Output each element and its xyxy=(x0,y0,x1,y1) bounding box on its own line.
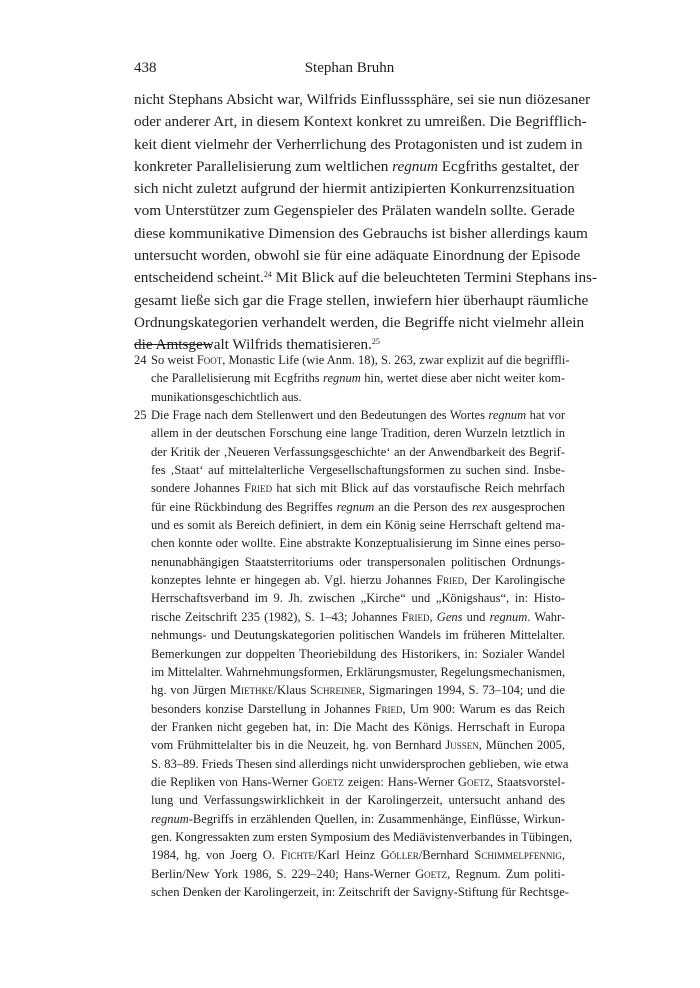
body-line: die Amtsgewalt Wilfrids thematisieren.$^{25}$ xyxy=(134,336,380,354)
footnote-24 xyxy=(134,351,570,406)
footnote-line xyxy=(134,461,565,479)
footnote-line xyxy=(134,663,565,681)
footnote-text: der Franken nicht gegeben hat, in: Die Macht des Königs. Herrschaft in Europa xyxy=(151,719,565,734)
footnote-text: und es somit als Bereich definiert, in dem ein König seine Herrschaft geltend ma- xyxy=(151,518,565,533)
body-line: konkreter Parallelisierung zum weltlichen regnum Ecgfriths gestaltet, der xyxy=(134,157,579,175)
footnote-text: die Repliken von Hans-Werner Goetz zeigen: Hans-Werner Goetz, Staatsvorstel- xyxy=(151,774,565,789)
footnote-line xyxy=(134,498,565,516)
footnote-line xyxy=(134,626,565,644)
footnote-line xyxy=(134,791,565,809)
body-line: nicht Stephans Absicht war, Wilfrids Einflusssphäre, sei sie nun diözesaner xyxy=(134,91,591,108)
footnote-line xyxy=(134,681,565,699)
page-number: 438 xyxy=(134,60,157,76)
footnote-text: hg. von Jürgen Miethke/Klaus Schreiner, Sigmaringen 1994, S. 73–104; und die xyxy=(151,683,566,698)
footnote-separator xyxy=(134,344,212,345)
footnote-line xyxy=(134,718,565,736)
body-line: keit dient vielmehr der Verherrlichung des Protagonisten und ist zudem in xyxy=(134,135,583,153)
footnote-text: allem in der deutschen Forschung eine lange Tradition, deren Wurzeln letztlich in xyxy=(151,426,565,441)
running-head: Stephan Bruhn xyxy=(304,60,395,76)
footnote-line xyxy=(134,589,565,607)
footnote-text: vom Frühmittelalter bis in die Neuzeit, hg. von Bernhard Jussen, München 2005, xyxy=(151,738,565,753)
footnote-line xyxy=(134,443,565,461)
footnote-line xyxy=(134,773,565,791)
footnote-line xyxy=(134,553,565,571)
footnote-text: che Parallelisierung mit Ecgfriths regnum hin, wertet diese aber nicht weiter kom- xyxy=(151,371,565,386)
footnote-text: nehmungs- und Deutungskategorien politischen Wandels im früheren Mittelalter. xyxy=(151,628,565,643)
footnote-line xyxy=(134,828,573,846)
body-line: entscheidend scheint.$^{24}$ Mit Blick auf die beleuchteten Termini Stephans ins- xyxy=(134,269,598,287)
footnote-line xyxy=(134,755,569,773)
body-line: oder anderer Art, in diesem Kontext konkret zu umreißen. Die Begrifflich- xyxy=(134,113,587,131)
footnote-line xyxy=(134,810,565,828)
footnote-25 xyxy=(134,406,573,901)
body-line: Ordnungskategorien verhandelt werden, die Begriffe nicht vielmehr allein xyxy=(134,313,585,331)
footnote-text: So weist Foot, Monastic Life (wie Anm. 18), S. 263, zwar explizit auf die begriffli- xyxy=(151,353,570,367)
footnote-text: rische Zeitschrift 235 (1982), S. 1–43; Johannes Fried, Gens und regnum. Wahr- xyxy=(151,609,566,624)
footnote-line xyxy=(134,883,569,901)
footnote-text: regnum-Begriffs in erzählenden Quellen, in: Zusammenhänge, Einflüsse, Wirkun- xyxy=(151,811,565,826)
footnote-number: 24 xyxy=(134,353,147,367)
footnote-line xyxy=(134,369,565,387)
footnote-line xyxy=(134,865,565,883)
footnote-line xyxy=(134,700,565,718)
body-line: vom Unterstützer zum Gegenspieler des Prälaten wandeln sollte. Gerade xyxy=(134,202,575,220)
footnote-text: Herrschaftsverband im 9. Jh. zwischen „Kirche“ und „Königshaus“, in: Histo- xyxy=(151,591,565,606)
footnote-text: nenunabhängigen Staatsterritoriums oder transpersonalen politischen Ordnungs- xyxy=(151,554,565,569)
footnote-line xyxy=(134,406,565,424)
footnote-text: munikationsgeschichtlich aus. xyxy=(151,389,302,404)
footnote-line xyxy=(134,571,565,589)
body-line: sich nicht zuletzt aufgrund der hiermit antizipierten Konkurrenzsituation xyxy=(134,180,575,198)
footnote-number: 25 xyxy=(134,408,147,423)
footnote-text: für eine Rückbindung des Begriffes regnum an die Person des rex ausgesprochen xyxy=(151,499,565,514)
footnote-line xyxy=(134,534,565,552)
footnote-line xyxy=(134,736,565,754)
footnote-text: gen. Kongressakten zum ersten Symposium des Mediävistenverbandes in Tübingen, xyxy=(151,829,573,844)
body-line: untersucht worden, obwohl sie für eine adäquate Einordnung der Episode xyxy=(134,247,581,265)
footnote-text: 1984, hg. von Joerg O. Fichte/Karl Heinz Göller/Bernhard Schimmelpfennig, xyxy=(151,848,565,863)
footnote-line xyxy=(134,645,565,663)
footnote-text: Die Frage nach dem Stellenwert und den Bedeutungen des Wortes regnum hat vor xyxy=(151,408,566,423)
footnote-text: Bemerkungen zur doppelten Theoriebildung des Historikers, in: Sozialer Wandel xyxy=(151,646,565,661)
body-line: diese kommunikative Dimension des Gebrauchs ist bisher allerdings kaum xyxy=(134,224,588,242)
footnotes xyxy=(134,351,573,901)
footnote-line xyxy=(134,846,565,864)
body-line: gesamt ließe sich gar die Frage stellen, inwiefern hier überhaupt räumliche xyxy=(134,291,589,309)
footnote-text: im Mittelalter. Wahrnehmungsformen, Erklärungsmuster, Regelungsmechanismen, xyxy=(151,664,566,679)
footnote-text: besonders konzise Darstellung in Johannes Fried, Um 900: Warum es das Reich xyxy=(151,701,565,716)
footnote-text: konzeptes lehnte er hingegen ab. Vgl. hierzu Johannes Fried, Der Karolingische xyxy=(151,573,565,588)
footnote-line xyxy=(134,388,565,406)
footnote-text: Berlin/New York 1986, S. 229–240; Hans-Werner Goetz, Regnum. Zum politi- xyxy=(151,866,565,881)
footnote-text: chen konnte oder wollte. Eine abstrakte Konzeptualisierung im Sinne eines perso- xyxy=(151,536,565,551)
page-header xyxy=(134,57,565,79)
footnote-text: S. 83–89. Frieds Thesen sind allerdings nicht unwidersprochen geblieben, wie etwa xyxy=(151,756,569,771)
footnote-text: schen Denken der Karolingerzeit, in: Zeitschrift der Savigny-Stiftung für Rechtsge- xyxy=(151,884,569,899)
footnote-text: lung und Verfassungswirklichkeit in der Karolingerzeit, untersucht anhand des xyxy=(151,793,565,808)
main-text xyxy=(134,89,598,357)
footnote-line xyxy=(134,608,565,626)
footnote-line xyxy=(134,516,565,534)
footnote-line xyxy=(134,479,565,497)
footnote-line xyxy=(134,351,570,369)
footnote-text: der Kritik der ‚Neueren Verfassungsgeschichte‘ an der Anwendbarkeit des Begrif- xyxy=(151,444,565,459)
footnote-line xyxy=(134,424,565,442)
footnote-text: sondere Johannes Fried hat sich mit Blick auf das vorstaufische Reich mehrfach xyxy=(151,481,565,496)
footnote-text: fes ‚Staat‘ auf mittelalterliche Vergesellschaftungsformen zu suchen sind. Insbe- xyxy=(151,463,565,478)
